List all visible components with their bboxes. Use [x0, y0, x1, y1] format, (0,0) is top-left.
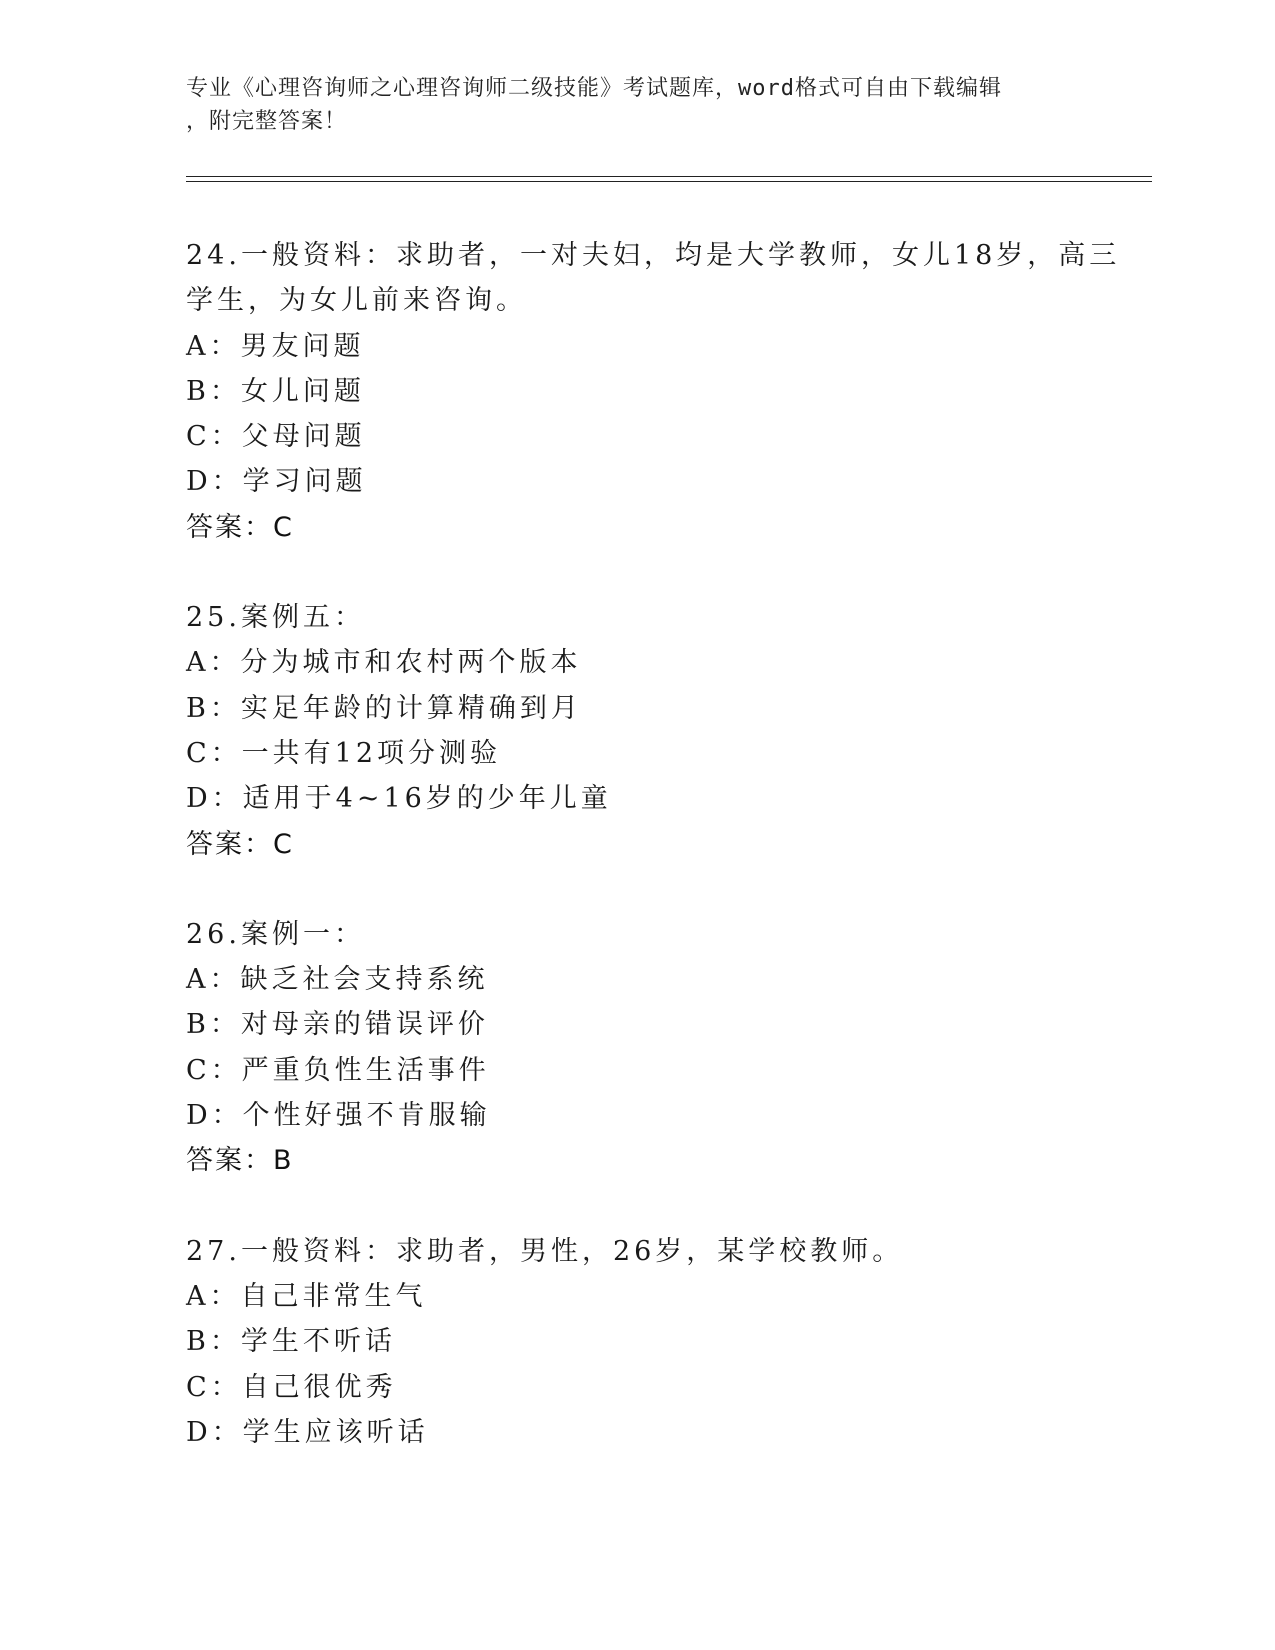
- header-line-2: ，附完整答案！: [186, 109, 348, 134]
- question-stem-line: 27.一般资料：求助者，男性，26岁，某学校教师。: [186, 1235, 904, 1267]
- option-d: D：适用于4~16岁的少年儿童: [186, 783, 612, 815]
- option-b: B：实足年龄的计算精确到月: [186, 692, 582, 724]
- question-25: [186, 595, 1086, 867]
- option-c: C：严重负性生活事件: [186, 1054, 490, 1086]
- option-a: A：分为城市和农村两个版本: [186, 647, 582, 679]
- question-list: [186, 233, 1121, 1500]
- option-c: C：一共有12项分测验: [186, 737, 502, 769]
- question-stem-line: 学生，为女儿前来咨询。: [186, 285, 527, 317]
- header-divider-top: [186, 176, 1152, 177]
- answer-line: 答案：C: [186, 511, 294, 543]
- document-header: [186, 72, 1086, 138]
- option-a: A：自己非常生气: [186, 1280, 427, 1312]
- answer-line: 答案：B: [186, 1145, 294, 1177]
- option-d: D：学生应该听话: [186, 1416, 429, 1448]
- question-27: [186, 1229, 1086, 1455]
- option-d: D：学习问题: [186, 466, 367, 498]
- option-a: A：男友问题: [186, 330, 365, 362]
- question-stem-line: 24.一般资料：求助者，一对夫妇，均是大学教师，女儿18岁，高三: [186, 240, 1121, 271]
- answer-line: 答案：C: [186, 828, 294, 860]
- option-a: A：缺乏社会支持系统: [186, 964, 489, 996]
- option-c: C：父母问题: [186, 421, 366, 453]
- header-line-1: 专业《心理咨询师之心理咨询师二级技能》考试题库，word格式可自由下载编辑: [186, 76, 1002, 101]
- header-divider-bottom: [186, 181, 1152, 182]
- question-stem-line: 26.案例一：: [186, 918, 365, 950]
- option-b: B：学生不听话: [186, 1326, 396, 1358]
- option-b: B：女儿问题: [186, 375, 365, 407]
- option-c: C：自己很优秀: [186, 1371, 397, 1403]
- option-d: D：个性好强不肯服输: [186, 1100, 491, 1132]
- option-b: B：对母亲的错误评价: [186, 1009, 489, 1041]
- question-24: [186, 233, 1121, 550]
- question-stem-line: 25.案例五：: [186, 602, 365, 634]
- question-26: [186, 912, 1086, 1184]
